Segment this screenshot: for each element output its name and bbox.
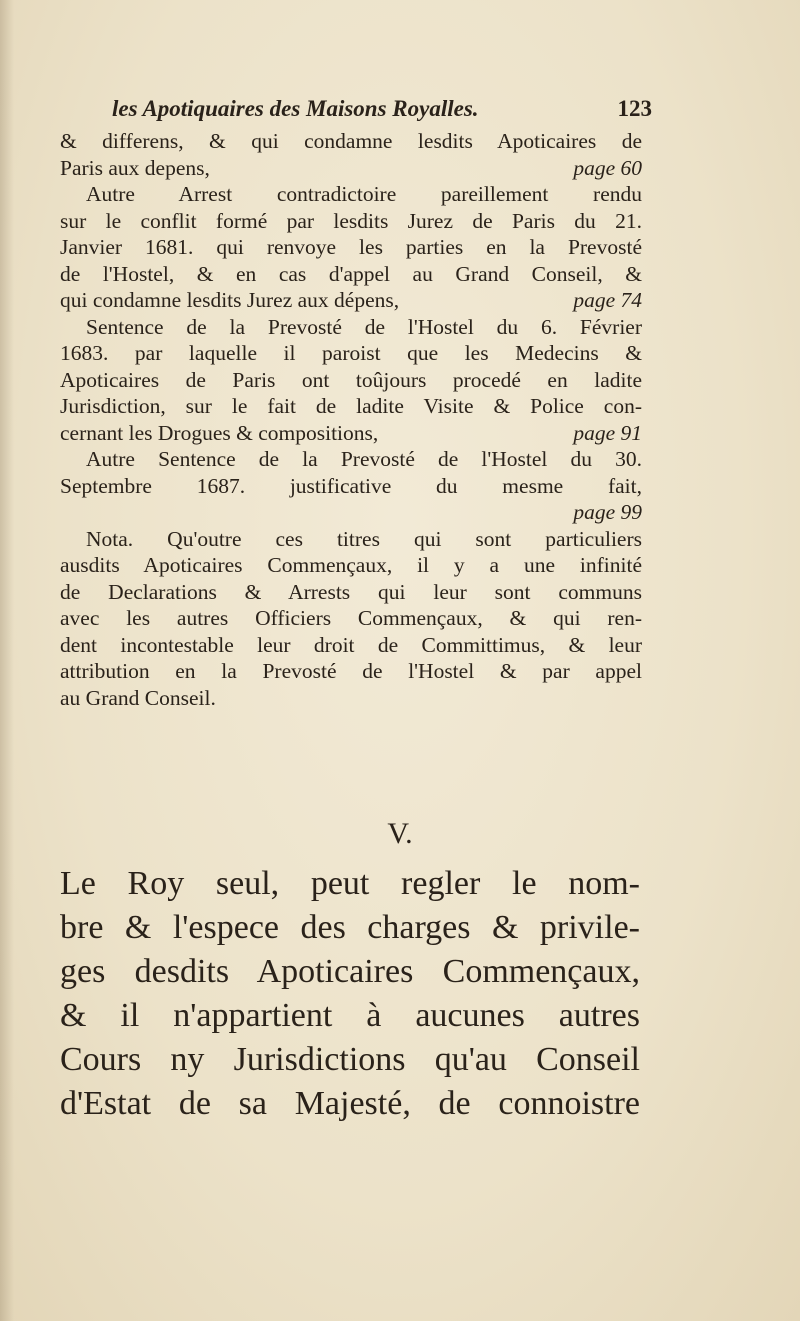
text-line: de Declarations & Arrests qui leur sont communs (60, 579, 642, 604)
page-reference: page 60 (573, 155, 642, 180)
text-line: avec les autres Officiers Commençaux, & qui ren- (60, 606, 642, 630)
text-line: Autre Arrest contradictoire pareillement rendu (86, 182, 642, 206)
text-line: Nota. Qu'outre ces titres qui sont particuliers (86, 526, 642, 551)
section-text (60, 862, 640, 1126)
text-line: Apoticaires de Paris ont toûjours procedé en ladite (60, 367, 642, 392)
text-line: sur le conflit formé par lesdits Jurez de Paris du 21. (60, 208, 642, 233)
text-line (60, 287, 642, 314)
section-line: bre & l'espece des charges & privile- (60, 909, 640, 946)
text-line (60, 420, 642, 447)
page-number: 123 (617, 96, 652, 121)
running-header (112, 96, 652, 130)
page-reference: page 99 (573, 500, 642, 524)
text-line: ausdits Apoticaires Commençaux, il y a une infinité (60, 553, 642, 577)
text-line: Jurisdiction, sur le fait de ladite Visite & Police con- (60, 394, 642, 418)
text-line-content: qui condamne lesdits Jurez aux dépens, (60, 288, 400, 312)
section-line: & il n'appartient à aucunes autres (60, 997, 640, 1034)
text-line: 1683. par laquelle il paroist que les Medecins & (60, 341, 642, 365)
text-line: Sentence de la Prevosté de l'Hostel du 6. Février (86, 314, 642, 339)
page-reference: page 91 (573, 420, 642, 445)
running-title: les Apotiquaires des Maisons Royalles. (112, 96, 479, 121)
text-line: & differens, & qui condamne lesdits Apoticaires de (60, 129, 642, 153)
text-line (60, 155, 642, 182)
section-line: Le Roy seul, peut regler le nom- (60, 865, 640, 902)
section-line: ges desdits Apoticaires Commençaux, (60, 953, 640, 990)
section-line: Cours ny Jurisdictions qu'au Conseil (60, 1041, 640, 1078)
page-edge-shadow (0, 0, 14, 1321)
text-line: Autre Sentence de la Prevosté de l'Hostel du 30. (86, 447, 642, 471)
text-line: Janvier 1681. qui renvoye les parties en la Prevosté (60, 235, 642, 259)
text-line: au Grand Conseil. (60, 685, 216, 710)
page-reference: page 74 (573, 288, 642, 312)
section-number: V. (387, 817, 413, 850)
text-line-content: Paris aux depens, (60, 155, 210, 180)
text-line: attribution en la Prevosté de l'Hostel & par appel (60, 659, 642, 683)
body-paragraphs (60, 128, 642, 711)
text-line-content: cernant les Drogues & compositions, (60, 420, 379, 445)
section-line: d'Estat de sa Majesté, de connoistre (60, 1085, 640, 1122)
text-line: de l'Hostel, & en cas d'appel au Grand Conseil, & (60, 261, 642, 286)
text-line: dent incontestable leur droit de Committimus, & leur (60, 632, 642, 657)
text-line: Septembre 1687. justificative du mesme fait, (60, 473, 642, 498)
text-line (60, 499, 642, 526)
